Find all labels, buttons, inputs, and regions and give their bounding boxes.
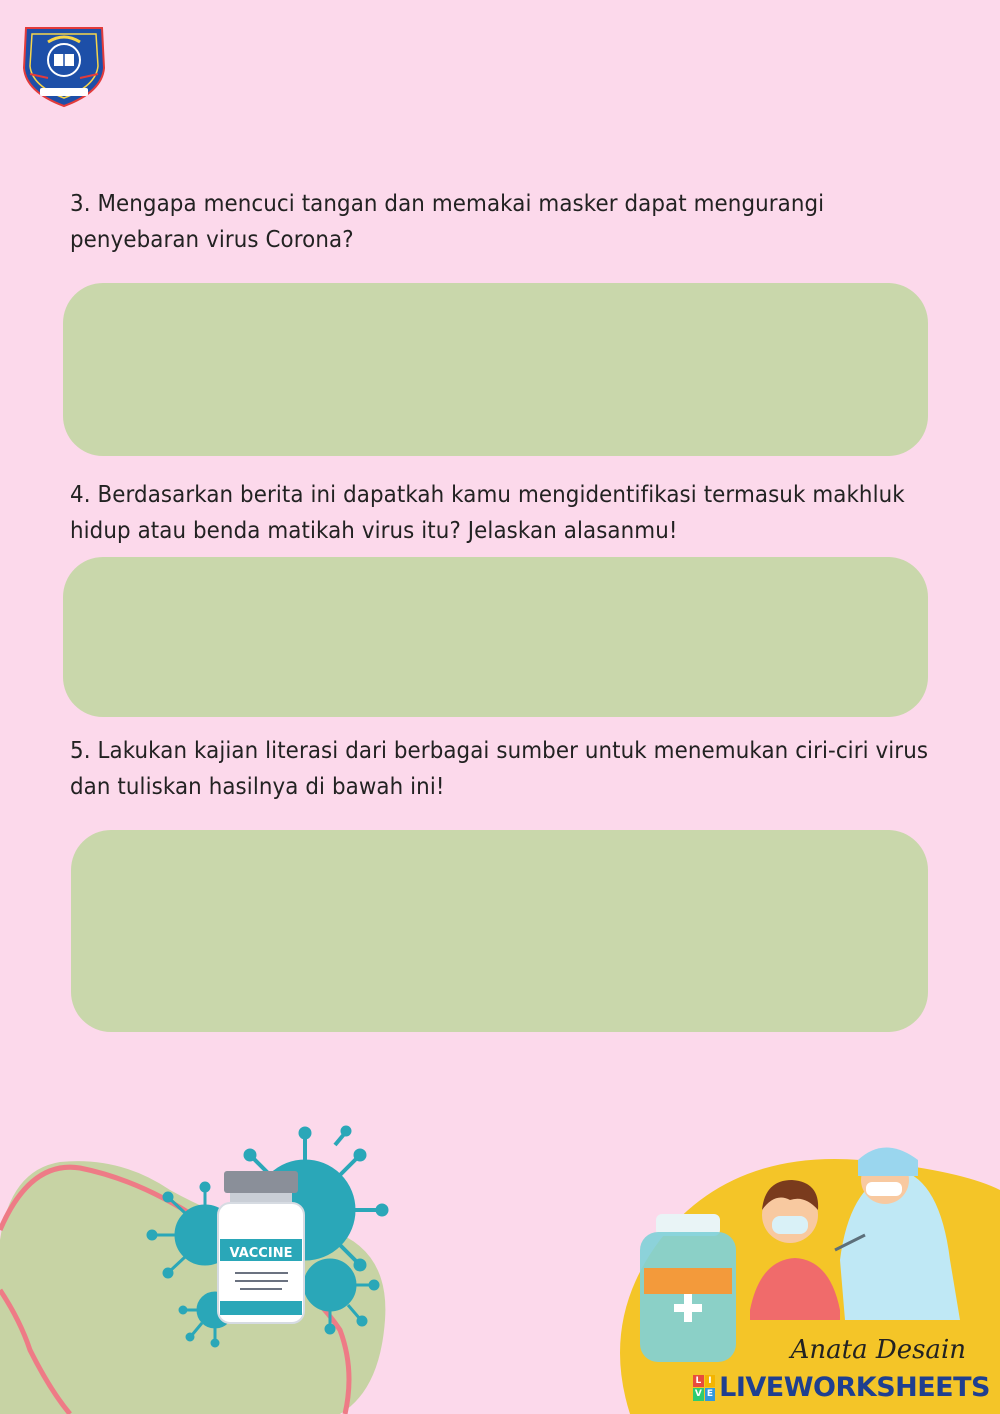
question-4: 4. Berdasarkan berita ini dapatkah kamu mengidentifikasi termasuk makhluk hidup atau benda matikah virus itu? Jelaskan alasanmu! [70,482,905,544]
medicine-bottle-icon [640,1214,736,1362]
designer-credit: Anata Desain [790,1335,966,1365]
liveworksheets-text: LIVEWORKSHEETS [719,1372,990,1403]
vaccine-label: VACCINE [229,1246,293,1261]
question-5: 5. Lakukan kajian literasi dari berbagai sumber untuk menemukan ciri-ciri virus dan tuliskan hasilnya di bawah ini! [70,738,929,800]
answer-box-3[interactable] [63,283,928,456]
answer-box-4[interactable] [63,557,928,717]
liveworksheets-brand[interactable] [693,1372,990,1403]
liveworksheets-logo-icon [693,1375,715,1401]
vaccination-scene-illustration [600,1120,1000,1414]
vaccine-virus-illustration [140,1115,390,1365]
answer-box-5[interactable] [71,830,928,1032]
brand-logo-letter: V [694,1389,702,1400]
brand-logo-letter: I [705,1375,716,1388]
brand-logo-letter: L [693,1375,704,1388]
question-3: 3. Mengapa mencuci tangan dan memakai masker dapat mengurangi penyebaran virus Corona? [70,191,825,253]
school-logo [18,22,110,108]
brand-logo-letter: E [705,1388,716,1401]
